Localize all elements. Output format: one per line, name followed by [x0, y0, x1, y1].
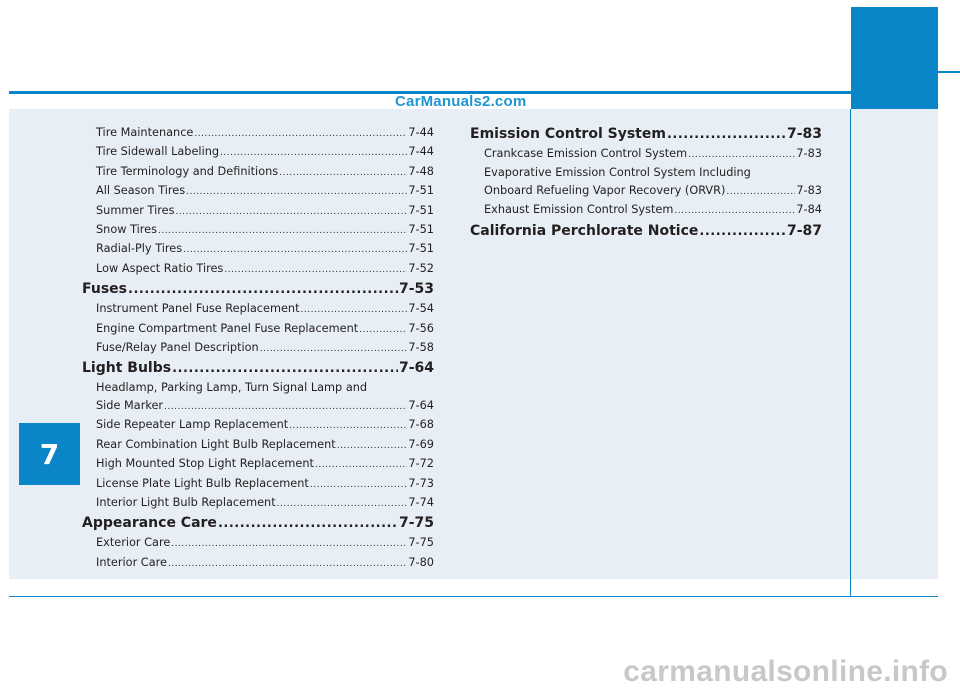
header-rule-right: [938, 71, 960, 73]
leader-dots: [158, 223, 407, 240]
toc-column-left: [82, 124, 434, 573]
toc-entry[interactable]: Engine Compartment Panel Fuse Replacement ..... 7-56: [82, 320, 434, 339]
leader-dots: [224, 262, 407, 279]
leader-dots: [289, 418, 407, 435]
toc-entry[interactable]: Summer Tires ..... 7-51: [82, 202, 434, 221]
leader-dots: [688, 147, 795, 164]
leader-dots: [726, 184, 795, 201]
leader-dots: [310, 477, 408, 494]
chapter-number-badge: 7: [19, 423, 80, 485]
toc-entry[interactable]: Interior Light Bulb Replacement ..... 7-74: [82, 494, 434, 513]
margin-rule: [850, 109, 851, 597]
toc-section-fuses[interactable]: Fuses ..... 7-53: [82, 279, 434, 300]
toc-entry-evap[interactable]: Onboard Refueling Vapor Recovery (ORVR) ..... 7-83: [470, 182, 822, 201]
leader-dots: [164, 399, 407, 416]
watermark-logo: CarManuals2.com: [395, 93, 527, 110]
toc-entry[interactable]: License Plate Light Bulb Replacement ..... 7-73: [82, 475, 434, 494]
toc-section-emission-control[interactable]: Emission Control System ..... 7-83: [470, 124, 822, 145]
leader-dots: [337, 438, 408, 455]
toc-column-right: [470, 124, 822, 242]
toc-entry[interactable]: Crankcase Emission Control System ..... 7-83: [470, 145, 822, 164]
leader-dots: [674, 203, 795, 220]
leader-dots: [175, 204, 407, 221]
toc-entry-headlamp[interactable]: Side Marker ..... 7-64: [82, 397, 434, 416]
toc-entry[interactable]: Tire Terminology and Definitions ..... 7-48: [82, 163, 434, 182]
toc-entry[interactable]: Tire Sidewall Labeling ..... 7-44: [82, 143, 434, 162]
toc-entry[interactable]: Low Aspect Ratio Tires ..... 7-52: [82, 260, 434, 279]
toc-entry[interactable]: Exterior Care ..... 7-75: [82, 534, 434, 553]
leader-dots: [186, 184, 407, 201]
leader-dots: [359, 322, 407, 339]
leader-dots: [171, 536, 407, 553]
leader-dots: [128, 279, 398, 300]
leader-dots: [277, 496, 408, 513]
chapter-tab-decoration: [851, 7, 938, 109]
toc-entry[interactable]: Fuse/Relay Panel Description ..... 7-58: [82, 339, 434, 358]
leader-dots: [260, 341, 408, 358]
leader-dots: [168, 556, 407, 573]
leader-dots: [279, 165, 407, 182]
leader-dots: [218, 513, 398, 534]
toc-entry[interactable]: Radial-Ply Tires ..... 7-51: [82, 240, 434, 259]
toc-entry[interactable]: Snow Tires ..... 7-51: [82, 221, 434, 240]
toc-entry[interactable]: High Mounted Stop Light Replacement ..... 7-72: [82, 455, 434, 474]
leader-dots: [220, 145, 407, 162]
toc-entry[interactable]: Tire Maintenance ..... 7-44: [82, 124, 434, 143]
toc-entry[interactable]: Rear Combination Light Bulb Replacement ..... 7-69: [82, 436, 434, 455]
toc-entry[interactable]: Interior Care ..... 7-80: [82, 554, 434, 573]
toc-section-light-bulbs[interactable]: Light Bulbs ..... 7-64: [82, 358, 434, 379]
footer-rule: [9, 596, 938, 597]
leader-dots: [699, 221, 786, 242]
toc-entry[interactable]: Instrument Panel Fuse Replacement ..... 7-54: [82, 300, 434, 319]
watermark-site: carmanualsonline.info: [623, 655, 948, 688]
leader-dots: [172, 358, 398, 379]
leader-dots: [315, 457, 407, 474]
toc-entry-headlamp-line1[interactable]: Headlamp, Parking Lamp, Turn Signal Lamp and: [96, 381, 368, 395]
toc-section-perchlorate[interactable]: California Perchlorate Notice ..... 7-87: [470, 221, 822, 242]
leader-dots: [183, 242, 407, 259]
toc-entry[interactable]: Side Repeater Lamp Replacement ..... 7-68: [82, 416, 434, 435]
toc-entry[interactable]: Exhaust Emission Control System ..... 7-84: [470, 201, 822, 220]
toc-entry-evap-line1[interactable]: Evaporative Emission Control System Including: [484, 166, 751, 180]
leader-dots: [301, 302, 408, 319]
toc-section-appearance-care[interactable]: Appearance Care ..... 7-75: [82, 513, 434, 534]
leader-dots: [667, 124, 786, 145]
toc-entry[interactable]: All Season Tires ..... 7-51: [82, 182, 434, 201]
leader-dots: [194, 126, 407, 143]
